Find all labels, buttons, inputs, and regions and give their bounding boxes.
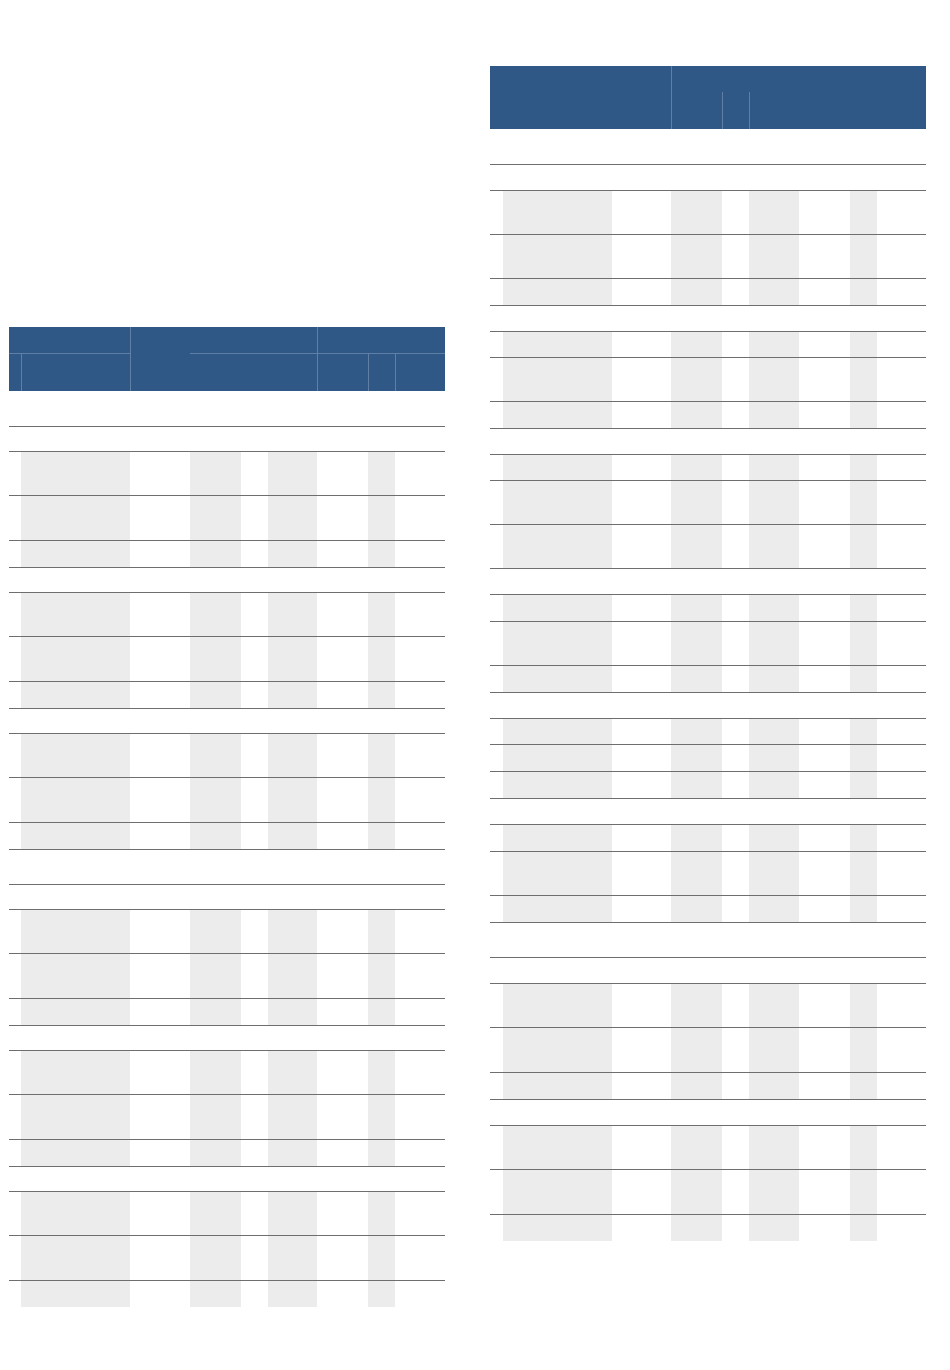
cell-shade — [21, 778, 130, 822]
cell-shade — [749, 852, 799, 895]
cell-shade — [503, 772, 612, 798]
cell-shade — [190, 823, 241, 849]
cell-shade — [850, 825, 877, 851]
cell-shade — [268, 954, 317, 998]
cell-shade — [503, 481, 612, 524]
cell-shade — [21, 593, 130, 636]
cell-shade — [368, 734, 395, 777]
cell-shade — [190, 1095, 241, 1139]
row-rule — [9, 849, 445, 850]
cell-shade — [190, 682, 241, 708]
cell-shade — [268, 999, 317, 1025]
cell-shade — [749, 984, 799, 1027]
cell-shade — [671, 896, 722, 922]
cell-shade — [368, 1051, 395, 1094]
cell-shade — [749, 191, 799, 234]
cell-shade — [503, 719, 612, 744]
cell-shade — [671, 622, 722, 665]
cell-shade — [671, 191, 722, 234]
cell-shade — [190, 496, 241, 540]
cell-shade — [503, 332, 612, 357]
cell-shade — [850, 595, 877, 621]
header-divider — [671, 66, 672, 129]
section-rule — [490, 957, 926, 958]
cell-shade — [368, 1236, 395, 1280]
cell-shade — [850, 719, 877, 744]
cell-shade — [368, 1140, 395, 1166]
cell-shade — [671, 332, 722, 357]
cell-shade — [503, 455, 612, 480]
cell-shade — [749, 455, 799, 480]
cell-shade — [749, 402, 799, 428]
cell-shade — [190, 593, 241, 636]
cell-shade — [749, 332, 799, 357]
cell-shade — [268, 452, 317, 495]
cell-shade — [190, 734, 241, 777]
cell-shade — [368, 1281, 395, 1307]
header-divider — [722, 92, 723, 129]
cell-shade — [368, 1192, 395, 1235]
cell-shade — [671, 666, 722, 692]
cell-shade — [268, 778, 317, 822]
cell-shade — [21, 496, 130, 540]
cell-shade — [368, 823, 395, 849]
cell-shade — [671, 984, 722, 1027]
header-divider — [368, 353, 369, 391]
cell-shade — [850, 481, 877, 524]
cell-shade — [268, 593, 317, 636]
cell-shade — [671, 235, 722, 278]
cell-shade — [21, 910, 130, 953]
cell-shade — [368, 910, 395, 953]
row-rule — [490, 922, 926, 923]
cell-shade — [850, 358, 877, 401]
cell-shade — [671, 1028, 722, 1072]
cell-shade — [368, 778, 395, 822]
row-rule — [9, 567, 445, 568]
cell-shade — [21, 999, 130, 1025]
header-divider — [130, 327, 131, 391]
cell-shade — [503, 852, 612, 895]
cell-shade — [850, 745, 877, 771]
cell-shade — [671, 595, 722, 621]
cell-shade — [850, 332, 877, 357]
cell-shade — [268, 1095, 317, 1139]
cell-shade — [503, 525, 612, 568]
cell-shade — [21, 1192, 130, 1235]
cell-shade — [268, 682, 317, 708]
cell-shade — [749, 279, 799, 305]
cell-shade — [671, 455, 722, 480]
cell-shade — [749, 719, 799, 744]
cell-shade — [749, 896, 799, 922]
cell-shade — [268, 1281, 317, 1307]
row-rule — [9, 708, 445, 709]
cell-shade — [190, 541, 241, 567]
row-rule — [490, 428, 926, 429]
cell-shade — [368, 541, 395, 567]
cell-shade — [503, 235, 612, 278]
cell-shade — [268, 1051, 317, 1094]
cell-shade — [749, 525, 799, 568]
cell-shade — [503, 1215, 612, 1241]
cell-shade — [850, 279, 877, 305]
cell-shade — [503, 896, 612, 922]
cell-shade — [749, 666, 799, 692]
cell-shade — [190, 637, 241, 681]
cell-shade — [749, 1170, 799, 1214]
cell-shade — [21, 637, 130, 681]
cell-shade — [21, 682, 130, 708]
header-rule — [190, 353, 445, 354]
cell-shade — [503, 984, 612, 1027]
cell-shade — [671, 525, 722, 568]
cell-shade — [268, 734, 317, 777]
cell-shade — [749, 1073, 799, 1099]
row-rule — [490, 798, 926, 799]
cell-shade — [503, 279, 612, 305]
cell-shade — [21, 1140, 130, 1166]
row-rule — [490, 305, 926, 306]
cell-shade — [749, 358, 799, 401]
cell-shade — [21, 1095, 130, 1139]
cell-shade — [850, 772, 877, 798]
cell-shade — [749, 622, 799, 665]
cell-shade — [671, 358, 722, 401]
cell-shade — [671, 1073, 722, 1099]
cell-shade — [503, 595, 612, 621]
cell-shade — [503, 745, 612, 771]
cell-shade — [368, 593, 395, 636]
row-rule — [490, 1099, 926, 1100]
cell-shade — [190, 999, 241, 1025]
cell-shade — [268, 496, 317, 540]
section-rule — [9, 426, 445, 427]
section-rule — [490, 164, 926, 165]
cell-shade — [503, 825, 612, 851]
cell-shade — [190, 1281, 241, 1307]
cell-shade — [503, 1170, 612, 1214]
header-divider — [317, 327, 318, 391]
cell-shade — [503, 402, 612, 428]
cell-shade — [850, 1126, 877, 1169]
cell-shade — [503, 1028, 612, 1072]
cell-shade — [850, 235, 877, 278]
cell-shade — [850, 896, 877, 922]
cell-shade — [850, 622, 877, 665]
cell-shade — [21, 1051, 130, 1094]
cell-shade — [190, 910, 241, 953]
cell-shade — [190, 954, 241, 998]
cell-shade — [503, 666, 612, 692]
cell-shade — [671, 1215, 722, 1241]
cell-shade — [190, 1140, 241, 1166]
cell-shade — [368, 999, 395, 1025]
cell-shade — [671, 852, 722, 895]
cell-shade — [671, 825, 722, 851]
cell-shade — [368, 1095, 395, 1139]
cell-shade — [671, 1170, 722, 1214]
cell-shade — [268, 1236, 317, 1280]
cell-shade — [21, 734, 130, 777]
cell-shade — [850, 852, 877, 895]
cell-shade — [850, 1215, 877, 1241]
cell-shade — [749, 772, 799, 798]
cell-shade — [749, 1028, 799, 1072]
cell-shade — [850, 455, 877, 480]
cell-shade — [21, 954, 130, 998]
cell-shade — [190, 1192, 241, 1235]
cell-shade — [850, 525, 877, 568]
cell-shade — [749, 825, 799, 851]
cell-shade — [190, 1236, 241, 1280]
cell-shade — [671, 1126, 722, 1169]
cell-shade — [21, 823, 130, 849]
cell-shade — [190, 1051, 241, 1094]
cell-shade — [671, 481, 722, 524]
cell-shade — [671, 719, 722, 744]
cell-shade — [850, 191, 877, 234]
cell-shade — [749, 1126, 799, 1169]
row-rule — [9, 1025, 445, 1026]
cell-shade — [368, 954, 395, 998]
cell-shade — [850, 666, 877, 692]
table-header — [490, 66, 926, 129]
cell-shade — [21, 1281, 130, 1307]
cell-shade — [190, 778, 241, 822]
cell-shade — [850, 402, 877, 428]
cell-shade — [503, 191, 612, 234]
cell-shade — [749, 745, 799, 771]
table-header — [9, 327, 445, 391]
cell-shade — [21, 452, 130, 495]
cell-shade — [850, 1170, 877, 1214]
section-rule — [9, 884, 445, 885]
cell-shade — [21, 541, 130, 567]
row-rule — [490, 568, 926, 569]
cell-shade — [850, 1073, 877, 1099]
cell-shade — [850, 1028, 877, 1072]
cell-shade — [368, 496, 395, 540]
cell-shade — [368, 452, 395, 495]
cell-shade — [268, 910, 317, 953]
header-rule — [9, 353, 130, 354]
cell-shade — [671, 745, 722, 771]
row-rule — [490, 692, 926, 693]
cell-shade — [368, 637, 395, 681]
cell-shade — [268, 637, 317, 681]
header-divider — [21, 353, 22, 391]
cell-shade — [268, 1192, 317, 1235]
cell-shade — [671, 402, 722, 428]
cell-shade — [268, 1140, 317, 1166]
cell-shade — [268, 541, 317, 567]
cell-shade — [21, 1236, 130, 1280]
cell-shade — [268, 823, 317, 849]
cell-shade — [850, 984, 877, 1027]
cell-shade — [368, 682, 395, 708]
cell-shade — [749, 481, 799, 524]
row-rule — [9, 1166, 445, 1167]
cell-shade — [503, 1073, 612, 1099]
header-divider — [395, 353, 396, 391]
cell-shade — [190, 452, 241, 495]
cell-shade — [749, 1215, 799, 1241]
header-divider — [749, 92, 750, 129]
cell-shade — [749, 595, 799, 621]
cell-shade — [503, 1126, 612, 1169]
cell-shade — [749, 235, 799, 278]
cell-shade — [503, 622, 612, 665]
cell-shade — [503, 358, 612, 401]
cell-shade — [671, 279, 722, 305]
cell-shade — [671, 772, 722, 798]
